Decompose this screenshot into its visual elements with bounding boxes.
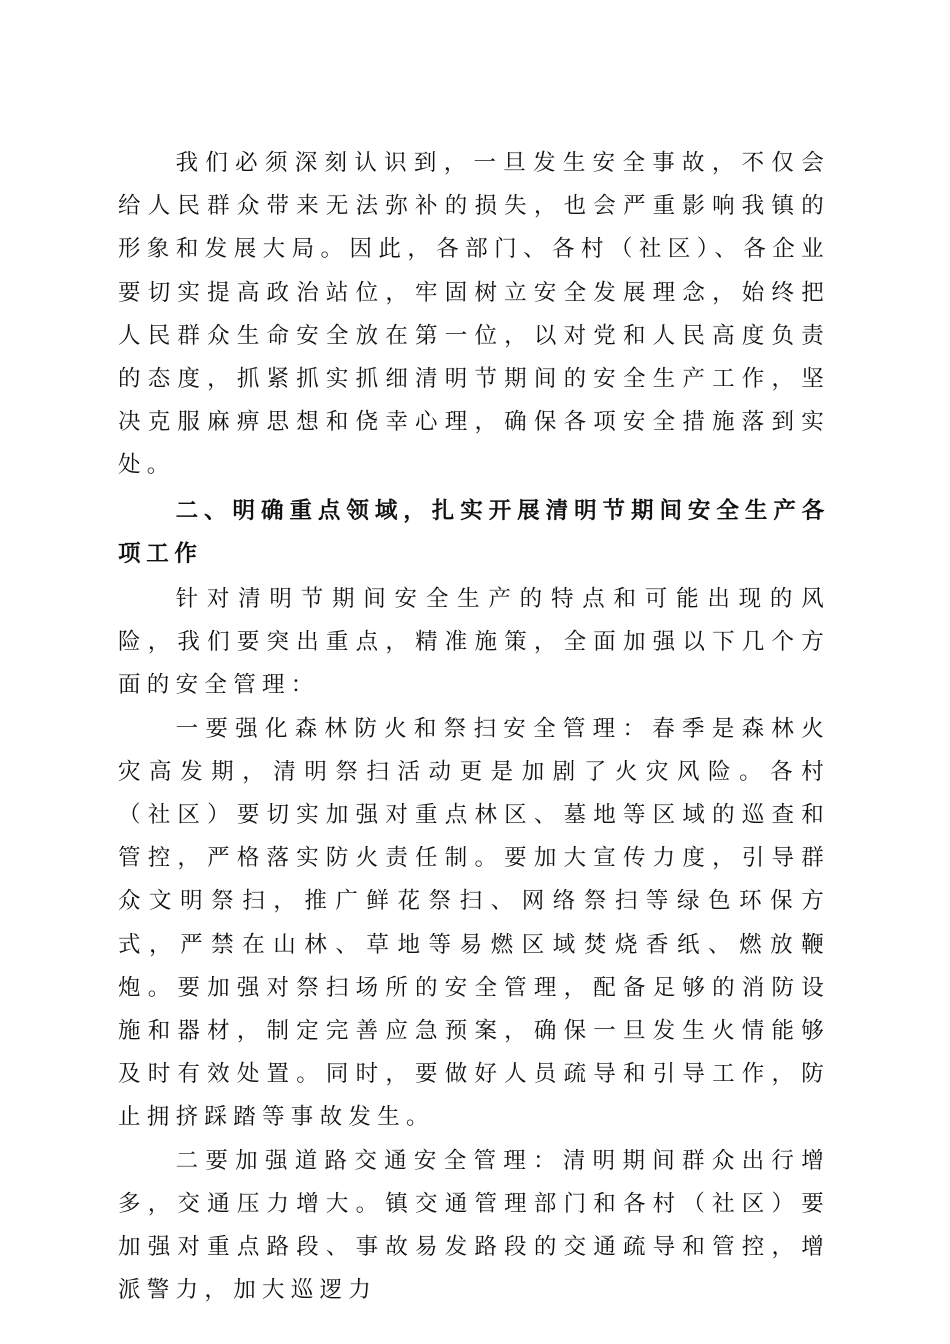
paragraph-forest-fire-prevention: 一要强化森林防火和祭扫安全管理：春季是森林火灾高发期，清明祭扫活动更是加剧了火灾风险。各村（社区）要切实加强对重点林区、墓地等区域的巡查和管控，严格落实防火责任制。要加大宣传力度，引导群众文明祭扫，推广鲜花祭扫、网络祭扫等绿色环保方式，严禁在山林、草地等易燃区域焚烧香纸、燃放鞭炮。要加强对祭扫场所的安全管理，配备足够的消防设施和器材，制定完善应急预案，确保一旦发生火情能够及时有效处置。同时，要做好人员疏导和引导工作，防止拥挤踩踏等事故发生。	[118, 715, 830, 1131]
paragraph-safety-awareness: 我们必须深刻认识到，一旦发生安全事故，不仅会给人民群众带来无法弥补的损失，也会严重影响我镇的形象和发展大局。因此，各部门、各村（社区）、各企业要切实提高政治站位，牢固树立安全发展理念，始终把人民群众生命安全放在第一位，以对党和人民高度负责的态度，抓紧抓实抓细清明节期间的安全生产工作，坚决克服麻痹思想和侥幸心理，确保各项安全措施落到实处。	[118, 150, 830, 479]
section-heading-2: 二、明确重点领域，扎实开展清明节期间安全生产各项工作	[118, 497, 830, 567]
document-page	[118, 142, 830, 1312]
paragraph-key-areas-intro: 针对清明节期间安全生产的特点和可能出现的风险，我们要突出重点，精准施策，全面加强以下几个方面的安全管理：	[118, 586, 830, 699]
paragraph-road-traffic-safety: 二要加强道路交通安全管理：清明期间群众出行增多，交通压力增大。镇交通管理部门和各村（社区）要加强对重点路段、事故易发路段的交通疏导和管控，增派警力，加大巡逻力	[118, 1147, 830, 1304]
